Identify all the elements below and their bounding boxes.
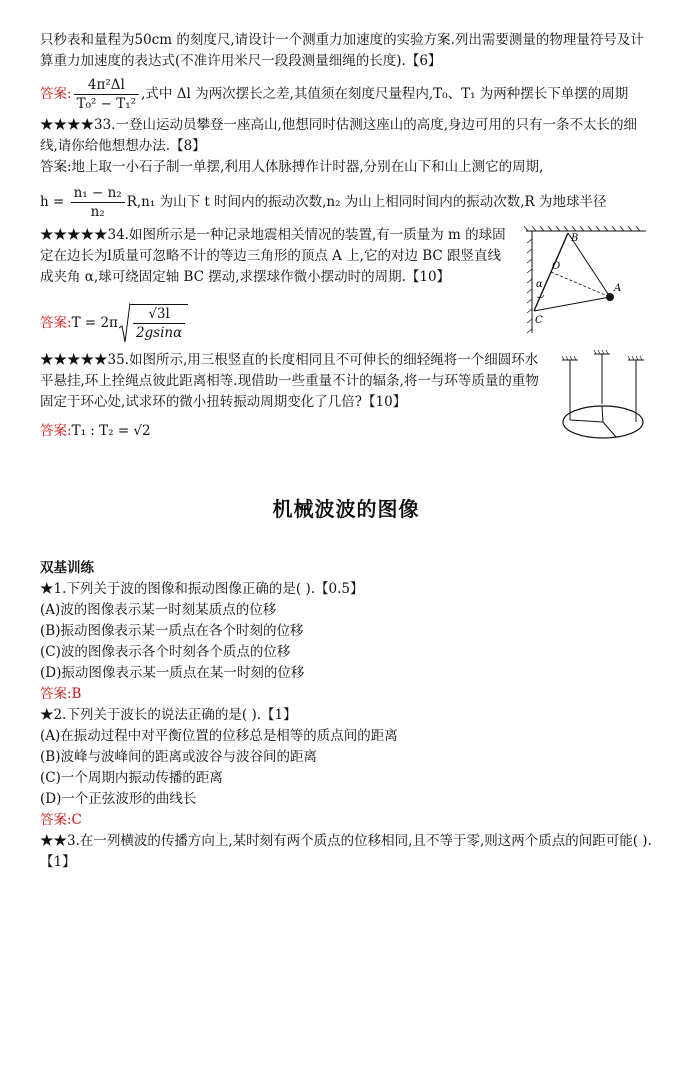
q34-answer: 答案: T = 2π $\frac{√3l}{2gsin\alpha}$ <box>40 302 524 344</box>
q32-answer <box>40 76 652 113</box>
q2-answer: 答案:C <box>40 812 82 828</box>
q33-h-rest: R,n₁ 为山下 t 时间内的振动次数,n₂ 为山上相同时间内的振动次数,R 为地球半径 <box>126 194 607 210</box>
answer-label: 答案: <box>40 86 72 102</box>
svg-text:A: A <box>614 283 622 294</box>
q1-option-c: (C)波的图像表示各个时刻各个质点的位移 <box>40 644 291 660</box>
hanging-ring-diagram <box>556 350 652 450</box>
q2-option-d: (D)一个正弦波形的曲线长 <box>40 791 197 807</box>
svg-text:α: α <box>536 279 543 290</box>
q35-answer: 答案:T₁ : T₂ = √2 <box>40 423 151 439</box>
q33-answer-line: 答案:地上取一小石子制一单摆,利用人体脉搏作计时器,分别在山下和山上测它的周期, <box>40 159 544 175</box>
q3-stem: ★★3.在一列横波的传播方向上,某时刻有两个质点的位移相同,且不等于零,则这两个质点的间距可能( ).【1】 <box>40 833 652 870</box>
q1-option-b: (B)振动图像表示某一质点在各个时刻的位移 <box>40 623 304 639</box>
q2-stem: ★2.下列关于波长的说法正确的是( ).【1】 <box>40 707 297 723</box>
q2-option-b: (B)波峰与波峰间的距离或波谷与波谷间的距离 <box>40 749 317 765</box>
svg-text:B: B <box>571 233 579 244</box>
q35-text: ★★★★★35.如图所示,用三根竖直的长度相同且不可伸长的细轻绳将一个细圆环水平悬挂,环上拴绳点彼此距离相等.现借助一些重量不计的辐条,将一与环等质量的重物固定于环心处,试求环的微小扭转振动周期变化了几倍?【10】 <box>40 352 539 410</box>
q1-answer: 答案:B <box>40 686 82 702</box>
q35-block <box>40 350 652 457</box>
q34-block <box>40 225 652 344</box>
chapter-title: 机械波波的图像 <box>272 497 420 521</box>
pendulum-ball <box>606 293 614 301</box>
q34-figure <box>524 225 652 344</box>
q32-text: 只秒表和量程为50cm 的刻度尺,请设计一个测重力加速度的实验方案.列出需要测量的物理量符号及计算重力加速度的表达式(不准许用米尺一段段测量细绳的长度).【6】 <box>40 32 644 69</box>
q34-text: ★★★★★34.如图所示是一种记录地震相关情况的装置,有一质量为 m 的球固定在边长为l质量可忽略不计的等边三角形的顶点 A 上,它的对边 BC 跟竖直线成夹角 α,球可绕固定轴 BC 摆动,求摆球作微小摆动时的周期.【10】 <box>40 227 506 285</box>
q33-h-fraction: $\frac{\text{n₁ − n₂}}{\text{n₂}}$ <box>71 184 125 221</box>
svg-text:C: C <box>535 315 543 326</box>
q1-option-d: (D)振动图像表示某一质点在某一时刻的位移 <box>40 665 305 681</box>
q33-text: ★★★★33.一登山运动员攀登一座高山,他想同时估测这座山的高度,身边可用的只有一条不太长的细线,请你给他想想办法.【8】 <box>40 117 638 154</box>
q34-sqrt: $\frac{√3l}{2gsin\alpha}$ <box>118 302 188 344</box>
q33-formula-line: h = $\frac{\text{n₁ − n₂}}{\text{n₂}}$ R,n₁ 为山下 t 时间内的振动次数,n₂ 为山上相同时间内的振动次数,R 为地球半径 <box>40 185 607 220</box>
q35-figure <box>556 350 652 457</box>
q2-option-c: (C)一个周期内振动传播的距离 <box>40 770 223 786</box>
section-heading: 双基训练 <box>40 560 94 576</box>
radical-sign <box>118 302 130 344</box>
q32-answer-rest: ,式中 Δl 为两次摆长之差,其值须在刻度尺量程内,T₀、T₁ 为两种摆长下单摆的周期 <box>141 86 629 102</box>
q2-option-a: (A)在振动过程中对平衡位置的位移总是相等的质点间的距离 <box>40 728 398 744</box>
q1-option-a: (A)波的图像表示某一时刻某质点的位移 <box>40 602 277 618</box>
svg-text:O: O <box>552 261 561 272</box>
triangle-pendulum-diagram <box>524 225 648 335</box>
q1-stem: ★1.下列关于波的图像和振动图像正确的是( ).【0.5】 <box>40 581 364 597</box>
q32-formula: $\frac{\text{4π²Δl}}{\text{T₀² − T₁²}}$ <box>74 76 140 113</box>
